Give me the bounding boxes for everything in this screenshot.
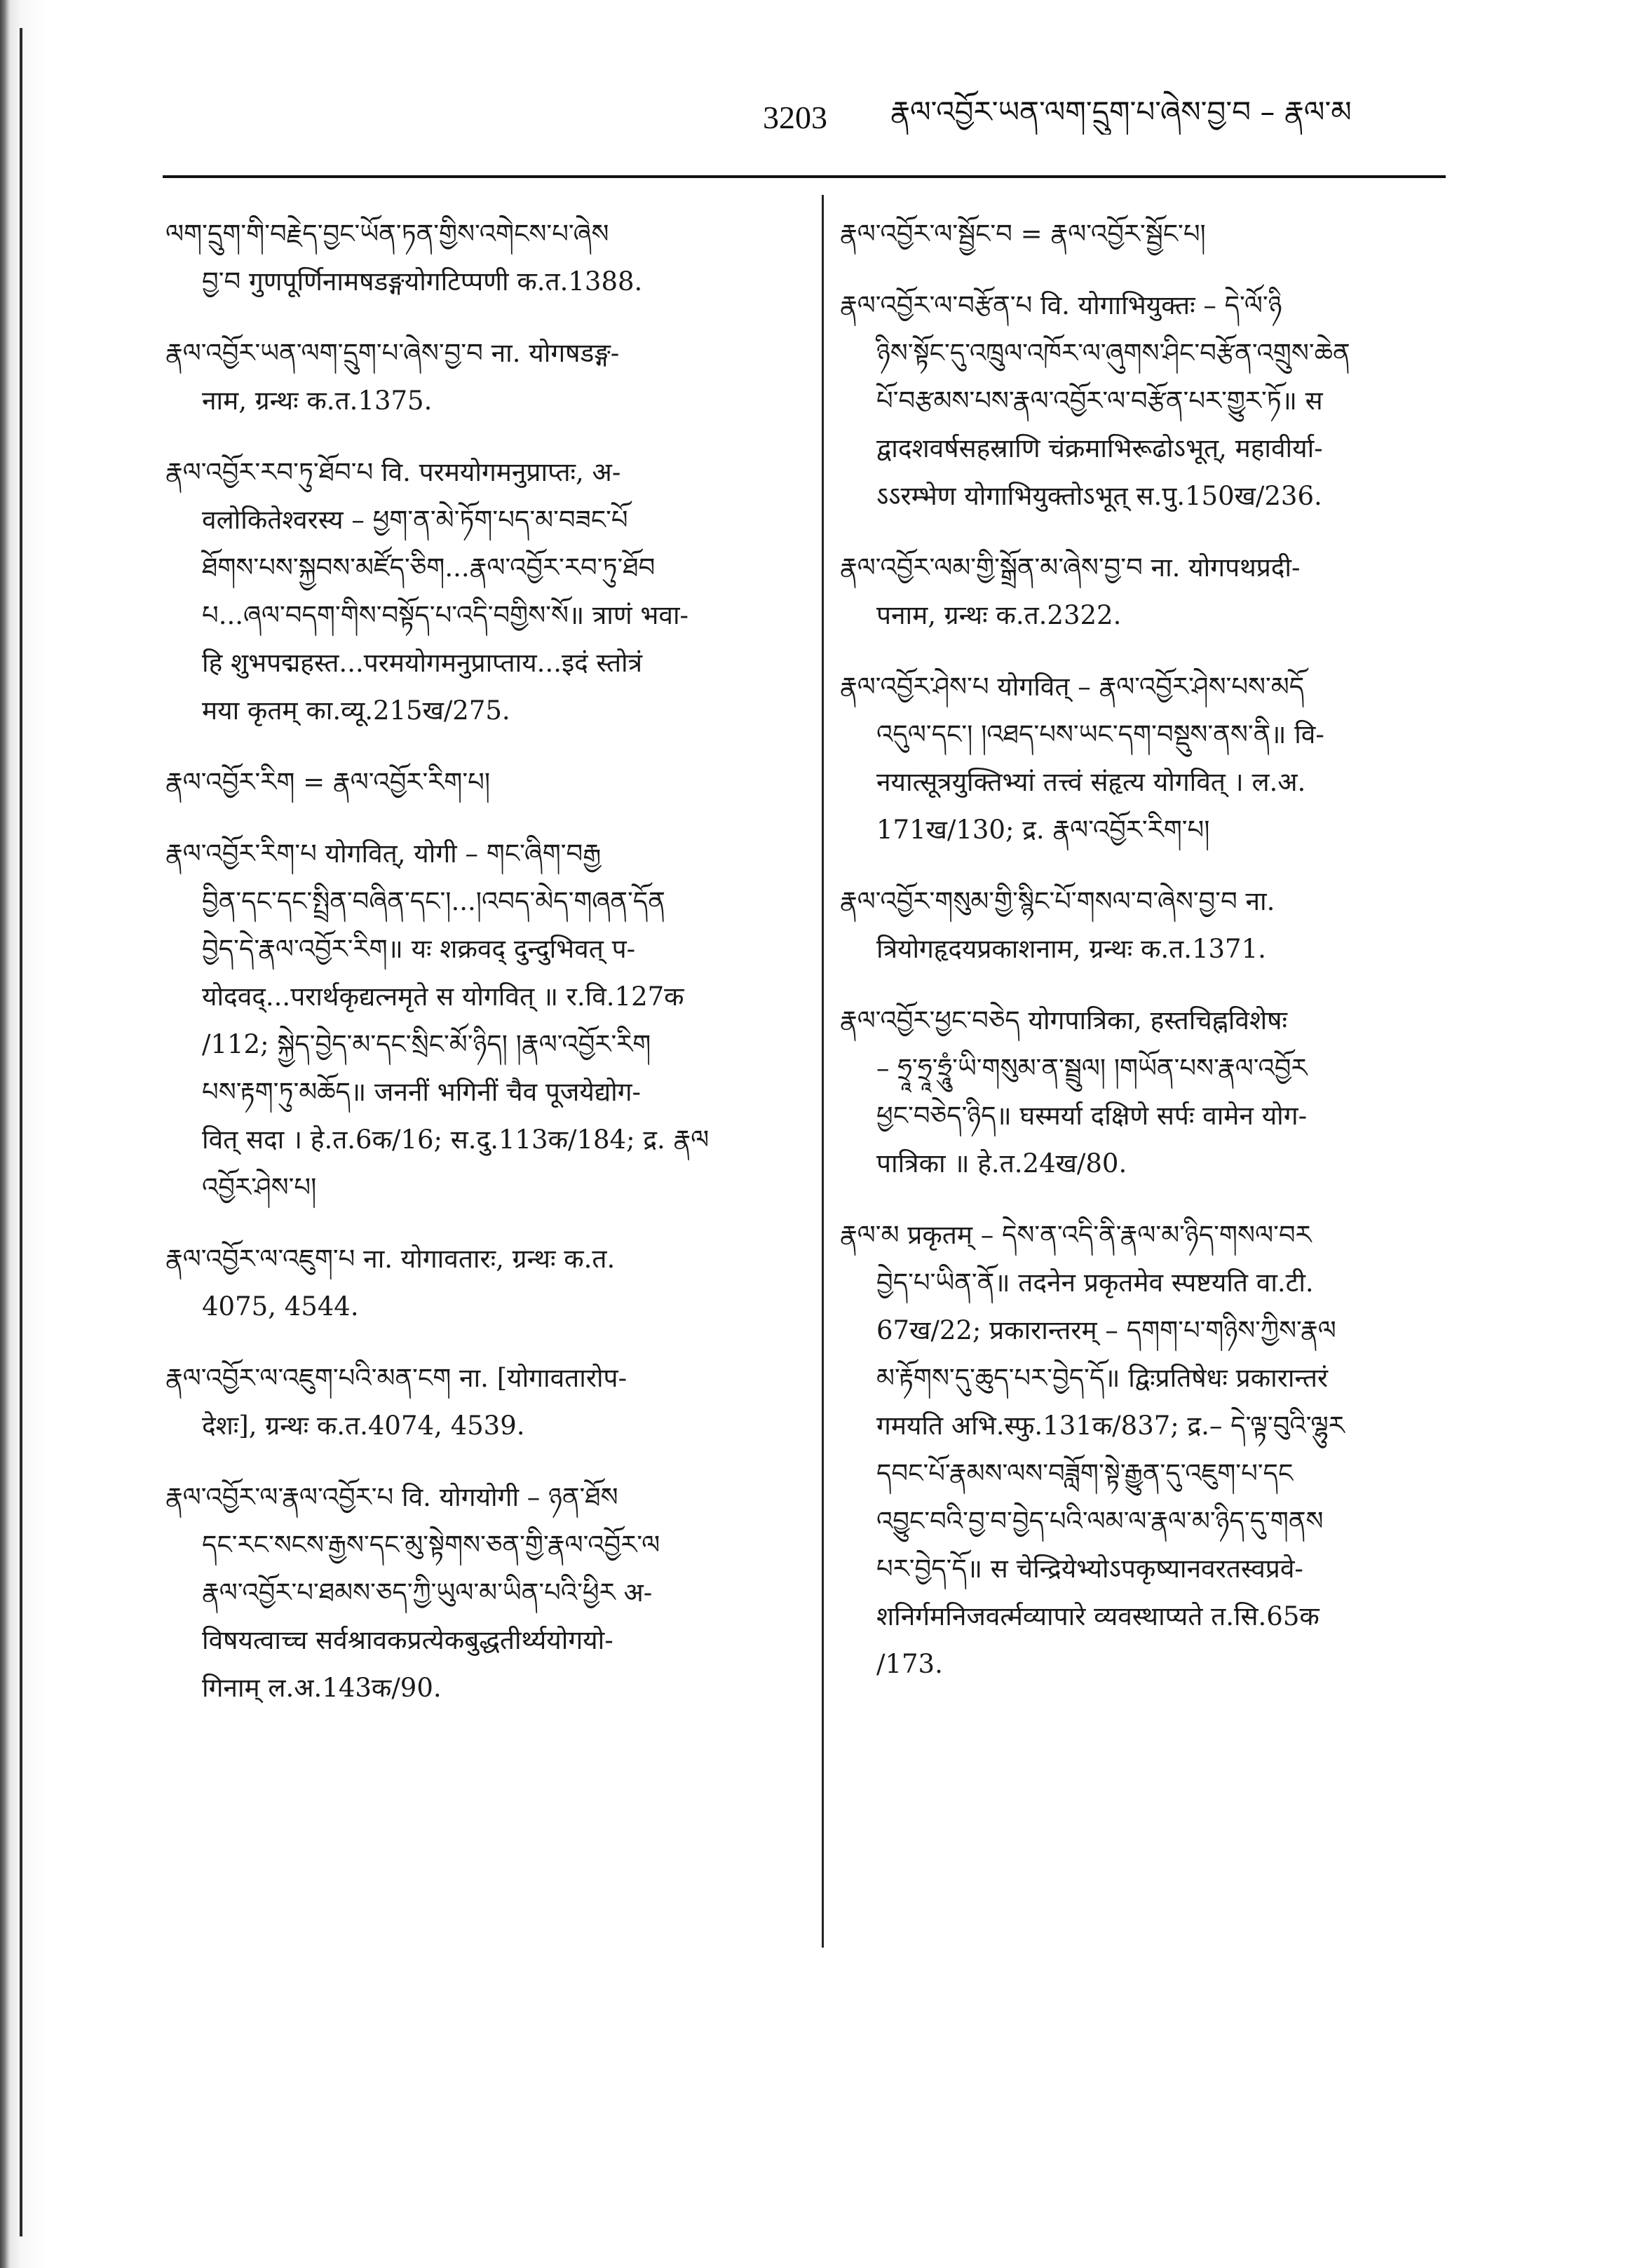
dictionary-entry <box>840 1211 1457 1688</box>
entry-headword-line: རྣལ་འབྱོར་ཡན་ལག་དྲུག་པ་ཞེས་བྱ་བ ना. योगषडङ्ग- <box>165 338 620 368</box>
entry-text-line: བྱེད་པ་ཡིན་ནོ॥ तदनेन प्रकृतमेव स्पष्टयति वा.टी. <box>876 1268 1314 1298</box>
entry-headword-line: རྣལ་མ प्रकृतम् – དེས་ན་འདི་ནི་རྣལ་མ་ཉིད་གསལ་བར <box>840 1220 1312 1250</box>
dictionary-entry <box>165 1354 803 1450</box>
entry-headword-line: རྣལ་འབྱོར་རིག = རྣལ་འབྱོར་རིག་པ། <box>165 767 491 797</box>
page-number: 3203 <box>763 100 827 135</box>
entry-text-line: योदवद्...परार्थकृद्यत्नमृते स योगवित् ॥ र.वि.127क <box>202 982 684 1012</box>
entry-text-line: नाम, ग्रन्थः क.त.1375. <box>202 386 433 416</box>
left-column <box>165 210 803 1963</box>
dictionary-entry <box>165 330 803 425</box>
entry-headword-line: རྣལ་འབྱོར་ལམ་གྱི་སྒྲོན་མ་ཞེས་བྱ་བ ना. योगपथप्रदी- <box>840 552 1301 583</box>
entry-text-line: འདུལ་དང་། །འཐད་པས་ཡང་དག་བསྡུས་ནས་ནི॥ वि- <box>876 719 1324 749</box>
dictionary-entry <box>165 449 803 735</box>
entry-text-line: /112; སྐྱེད་བྱེད་མ་དང་སྲིང་མོ་ཉིད། །རྣལ་འབྱོར་རིག <box>202 1029 651 1059</box>
entry-text-line: शनिर्गमनिजवर्त्मव्यापारे व्यवस्थाप्यते त.सि.65क <box>876 1601 1320 1631</box>
entry-text-line: देशः], ग्रन्थः क.त.4074, 4539. <box>202 1411 525 1441</box>
entry-text-line: ऽऽरम्भेण योगाभियुक्तोऽभूत् स.पु.150ख/236. <box>876 481 1322 511</box>
entry-headword-line: རྣལ་འབྱོར་ལ་རྣལ་འབྱོར་པ वि. योगयोगी – ཉན་ཐོས <box>165 1482 618 1512</box>
entry-text-line: गमयति अभि.स्फु.131क/837; द्र.– དེ་ལྟ་བུའི་ལྷུར <box>876 1411 1345 1441</box>
entry-text-line: ཐོགས་པས་སྐྱབས་མཛོད་ཅིག...རྣལ་འབྱོར་རབ་ཏུ་ཐོབ <box>202 552 656 583</box>
entry-text-line: འབྱོར་ཤེས་པ། <box>202 1172 317 1202</box>
dictionary-entry <box>840 544 1457 639</box>
book-binding-edge <box>0 0 49 2268</box>
entry-text-line: འབྱུང་བའི་བྱ་བ་བྱེད་པའི་ལམ་ལ་རྣལ་མ་ཉིད་དུ་གནས <box>876 1506 1324 1536</box>
entry-text-line: དང་རང་སངས་རྒྱས་དང་མུ་སྟེགས་ཅན་གྱི་རྣལ་འབྱོར་ལ <box>202 1530 660 1560</box>
entry-text-line: 171ख/130; द्र. རྣལ་འབྱོར་རིག་པ། <box>876 815 1210 845</box>
entry-headword-line: ལག་དྲུག་གི་བརྗེད་བྱང་ཡོན་ཏན་གྱིས་འགེངས་པ་ཞེས <box>165 219 609 249</box>
entry-text-line: हि शुभपद्महस्त...परमयोगमनुप्राप्ताय...इदं स्तोत्रं <box>202 648 643 678</box>
column-divider <box>822 195 824 1948</box>
entry-headword-line: རྣལ་འབྱོར་ལ་འཇུག་པ ना. योगावतारः, ग्रन्थः क.त. <box>165 1244 616 1274</box>
entry-text-line: པས་རྟག་ཏུ་མཆོད॥ जननीं भगिनीं चैव पूजयेद्योग- <box>202 1077 642 1107</box>
entry-headword-line: རྣལ་འབྱོར་ལ་བརྩོན་པ वि. योगाभियुक्तः – དེ་ལོ་ཉི <box>840 290 1282 320</box>
right-column <box>840 210 1457 1963</box>
entry-text-line: བྱ་བ गुणपूर्णिनामषडङ्गयोगटिप्पणी क.त.1388. <box>202 266 643 297</box>
entry-text-line: 67ख/22; प्रकारान्तरम् – དགག་པ་གཉིས་ཀྱིས་རྣལ <box>876 1315 1336 1345</box>
dictionary-entry <box>840 997 1457 1188</box>
dictionary-entry <box>840 663 1457 854</box>
dictionary-entry <box>165 210 803 306</box>
entry-text-line: पात्रिका ॥ हे.त.24ख/80. <box>876 1148 1127 1179</box>
entry-headword-line: རྣལ་འབྱོར་གསུམ་གྱི་སྙིང་པོ་གསལ་བ་ཞེས་བྱ་བ ना. <box>840 886 1275 916</box>
entry-text-line: नयात्सूत्रयुक्तिभ्यां तत्त्वं संहृत्य योगवित् । ल.अ. <box>876 767 1306 797</box>
entry-text-line: བྱིན་དང་དང་སྤྲིན་བཞིན་དང་།...།འབད་མེད་གཞན་དོན <box>202 886 665 916</box>
entry-text-line: – ཧྲཱ་ཧྲཱ་ཧྲཱུཾ་ཡི་གསུམ་ན་སྦྲུལ། །གཡོན་པས་རྣལ་འབྱོར <box>876 1053 1308 1083</box>
entry-text-line: मया कृतम् का.व्यू.215ख/275. <box>202 695 510 726</box>
dictionary-entry <box>840 878 1457 973</box>
dictionary-entry <box>840 282 1457 520</box>
entry-text-line: वित् सदा । हे.त.6क/16; स.दु.113क/184; द्र. རྣལ <box>202 1125 710 1155</box>
dictionary-entry <box>165 759 803 806</box>
dictionary-entry <box>165 830 803 1211</box>
entry-text-line: वलोकितेश्वरस्य – ཕྱག་ན་མེ་ཏོག་པད་མ་བཟང་པོ <box>202 505 628 535</box>
entry-text-line: བྱེད་དེ་རྣལ་འབྱོར་རིག॥ यः शक्रवद् दुन्दुभिवत् प- <box>202 934 636 964</box>
entry-headword-line: རྣལ་འབྱོར་ལ་འཇུག་པའི་མན་ངག ना. [योगावतारोप- <box>165 1363 628 1393</box>
entry-text-line: त्रियोगहृदयप्रकाशनाम, ग्रन्थः क.त.1371. <box>876 934 1266 964</box>
entry-headword-line: རྣལ་འབྱོར་ལ་སྦྱོང་བ = རྣལ་འབྱོར་སྦྱོང་པ། <box>840 219 1206 249</box>
entry-text-line: ཉིས་སྟོང་དུ་འཁྲུལ་འཁོར་ལ་ཞུགས་ཤིང་བརྩོན་འགྲུས་ཆེན <box>876 338 1350 368</box>
entry-text-line: /173. <box>876 1649 943 1679</box>
entry-headword-line: རྣལ་འབྱོར་ཕྱང་བཅེད योगपात्रिका, हस्तचिह्नविशेषः <box>840 1005 1287 1035</box>
header-rule <box>163 175 1446 178</box>
entry-text-line: མ་རྟོགས་དུ་ཆུད་པར་བྱེད་དོ॥ द्विःप्रतिषेधः प्रकारान्तरं <box>876 1363 1329 1393</box>
running-head: རྣལ་འབྱོར་ཡན་ལག་དྲུག་པ་ཞེས་བྱ་བ – རྣལ་མ <box>890 95 1352 129</box>
entry-text-line: པོ་བརྩམས་པས་རྣལ་འབྱོར་ལ་བརྩོན་པར་གྱུར་ཏོ॥ स <box>876 386 1323 416</box>
dictionary-entry <box>840 210 1457 258</box>
binding-shadow-line <box>20 28 22 2236</box>
entry-text-line: 4075, 4544. <box>202 1291 359 1322</box>
entry-text-line: विषयत्वाच्च सर्वश्रावकप्रत्येकबुद्धतीर्थ्ययोगयो- <box>202 1625 613 1655</box>
entry-text-line: པ...ཞལ་བདག་གིས་བསྟོད་པ་འདི་བགྱིས་སོ॥ त्राणं भवा- <box>202 600 689 630</box>
entry-text-line: द्वादशवर्षसहस्राणि चंक्रमाभिरूढोऽभूत्, महावीर्या- <box>876 433 1323 463</box>
entry-headword-line: རྣལ་འབྱོར་རབ་ཏུ་ཐོབ་པ वि. परमयोगमनुप्राप्तः, अ- <box>165 457 621 487</box>
entry-text-line: པར་བྱེད་དོ॥ स चेन्द्रियेभ्योऽपकृष्यानवरतस्वप्रवे- <box>876 1554 1303 1584</box>
entry-headword-line: རྣལ་འབྱོར་རིག་པ योगवित्, योगी – གང་ཞིག་བརྒྱ <box>165 838 602 869</box>
entry-text-line: पनाम, ग्रन्थः क.त.2322. <box>876 600 1122 630</box>
entry-text-line: དབང་པོ་རྣམས་ལས་བཟློག་སྟེ་རྒྱུན་དུ་འཇུག་པ་དང <box>876 1458 1294 1488</box>
entry-text-line: རྣལ་འབྱོར་པ་ཐམས་ཅད་ཀྱི་ཡུལ་མ་ཡིན་པའི་ཕྱིར अ- <box>202 1577 653 1608</box>
entry-text-line: गिनाम् ल.अ.143क/90. <box>202 1673 442 1703</box>
entry-text-line: ཕྱང་བཅེད་ཉིད॥ घस्मर्या दक्षिणे सर्पः वामेन योग- <box>876 1101 1308 1131</box>
dictionary-entry <box>165 1474 803 1712</box>
entry-headword-line: རྣལ་འབྱོར་ཤེས་པ योगवित् – རྣལ་འབྱོར་ཤེས་པས་མདོ <box>840 672 1305 702</box>
dictionary-entry <box>165 1235 803 1331</box>
